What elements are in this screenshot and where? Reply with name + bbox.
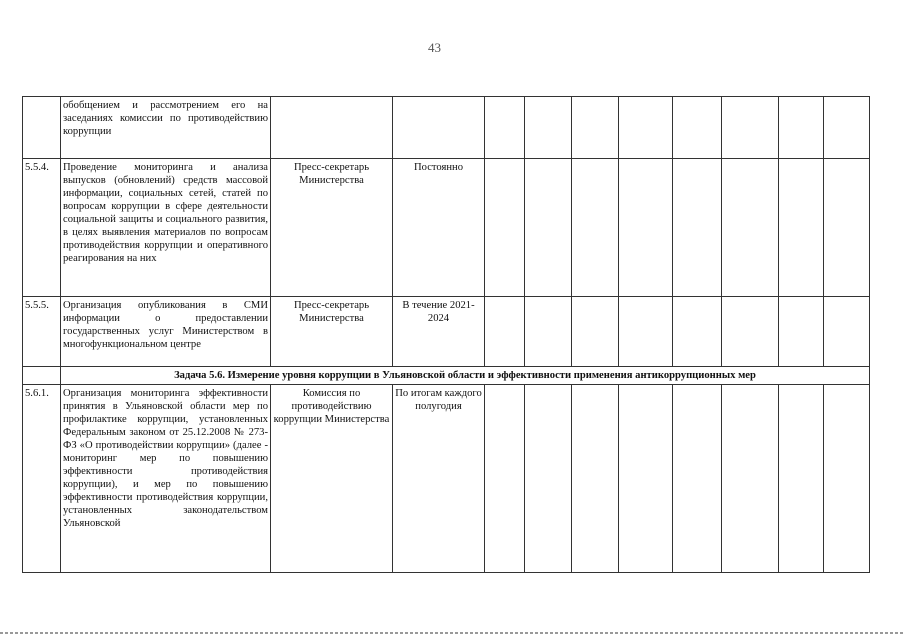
- empty-cell: [485, 159, 525, 297]
- scan-edge: [0, 632, 905, 634]
- empty-cell: [673, 297, 722, 367]
- deadline: В течение 2021-2024: [393, 297, 485, 367]
- empty-cell: [673, 97, 722, 159]
- responsible: [271, 97, 393, 159]
- event-description: обобщением и рассмотрением его на заседаниях комиссии по противодействию коррупции: [61, 97, 271, 159]
- task-header-row: [23, 367, 870, 385]
- row-number: 5.6.1.: [23, 385, 61, 573]
- responsible: Пресс-секретарь Министерства: [271, 297, 393, 367]
- empty-cell: [525, 159, 572, 297]
- event-description: Проведение мониторинга и анализа выпусков (обновлений) средств массовой информации, социальных сетей, статей по вопросам коррупции в сфере деятельности социальной защиты и социального развития, в целях выявления материалов по вопросам противодействия коррупции и оперативного реагирования на них: [61, 159, 271, 297]
- empty-cell: [722, 385, 779, 573]
- empty-cell: [779, 159, 824, 297]
- table-row: [23, 97, 870, 159]
- empty-cell: [779, 97, 824, 159]
- empty-cell: [824, 97, 870, 159]
- empty-cell: [485, 297, 525, 367]
- deadline: [393, 97, 485, 159]
- page-number: 43: [428, 40, 441, 55]
- empty-cell: [619, 297, 673, 367]
- empty-cell: [485, 97, 525, 159]
- row-number: [23, 97, 61, 159]
- empty-cell: [779, 385, 824, 573]
- action-plan-table: [22, 96, 870, 573]
- empty-cell: [525, 97, 572, 159]
- empty-cell: [485, 385, 525, 573]
- table-row: [23, 159, 870, 297]
- empty-cell: [673, 159, 722, 297]
- empty-cell: [824, 159, 870, 297]
- deadline: Постоянно: [393, 159, 485, 297]
- empty-cell: [673, 385, 722, 573]
- empty-cell: [722, 159, 779, 297]
- table-row: [23, 385, 870, 573]
- empty-cell: [619, 385, 673, 573]
- empty-cell: [824, 297, 870, 367]
- table-row: [23, 297, 870, 367]
- task-header: Задача 5.6. Измерение уровня коррупции в Ульяновской области и эффективности применения антикоррупционных мер: [61, 367, 870, 385]
- row-number: 5.5.4.: [23, 159, 61, 297]
- empty-cell: [23, 367, 61, 385]
- event-description: Организация мониторинга эффективности принятия в Ульяновской области мер по профилактике коррупции, установленных Федеральным законом от 25.12.2008 № 273-ФЗ «О противодействии коррупции» (далее - мониторинг мер по повышению эффективности противодействия коррупции), и мер по повышению эффективности противодействия коррупции, установленных законодательством Ульяновской: [61, 385, 271, 573]
- deadline: По итогам каждого полугодия: [393, 385, 485, 573]
- empty-cell: [525, 297, 572, 367]
- responsible: Комиссия по противодействию коррупции Министерства: [271, 385, 393, 573]
- empty-cell: [572, 97, 619, 159]
- empty-cell: [779, 297, 824, 367]
- responsible: Пресс-секретарь Министерства: [271, 159, 393, 297]
- empty-cell: [572, 297, 619, 367]
- empty-cell: [525, 385, 572, 573]
- empty-cell: [722, 97, 779, 159]
- row-number: 5.5.5.: [23, 297, 61, 367]
- event-description: Организация опубликования в СМИ информации о предоставлении государственных услуг Министерством в многофункциональном центре: [61, 297, 271, 367]
- empty-cell: [619, 97, 673, 159]
- empty-cell: [572, 159, 619, 297]
- empty-cell: [824, 385, 870, 573]
- empty-cell: [722, 297, 779, 367]
- empty-cell: [572, 385, 619, 573]
- empty-cell: [619, 159, 673, 297]
